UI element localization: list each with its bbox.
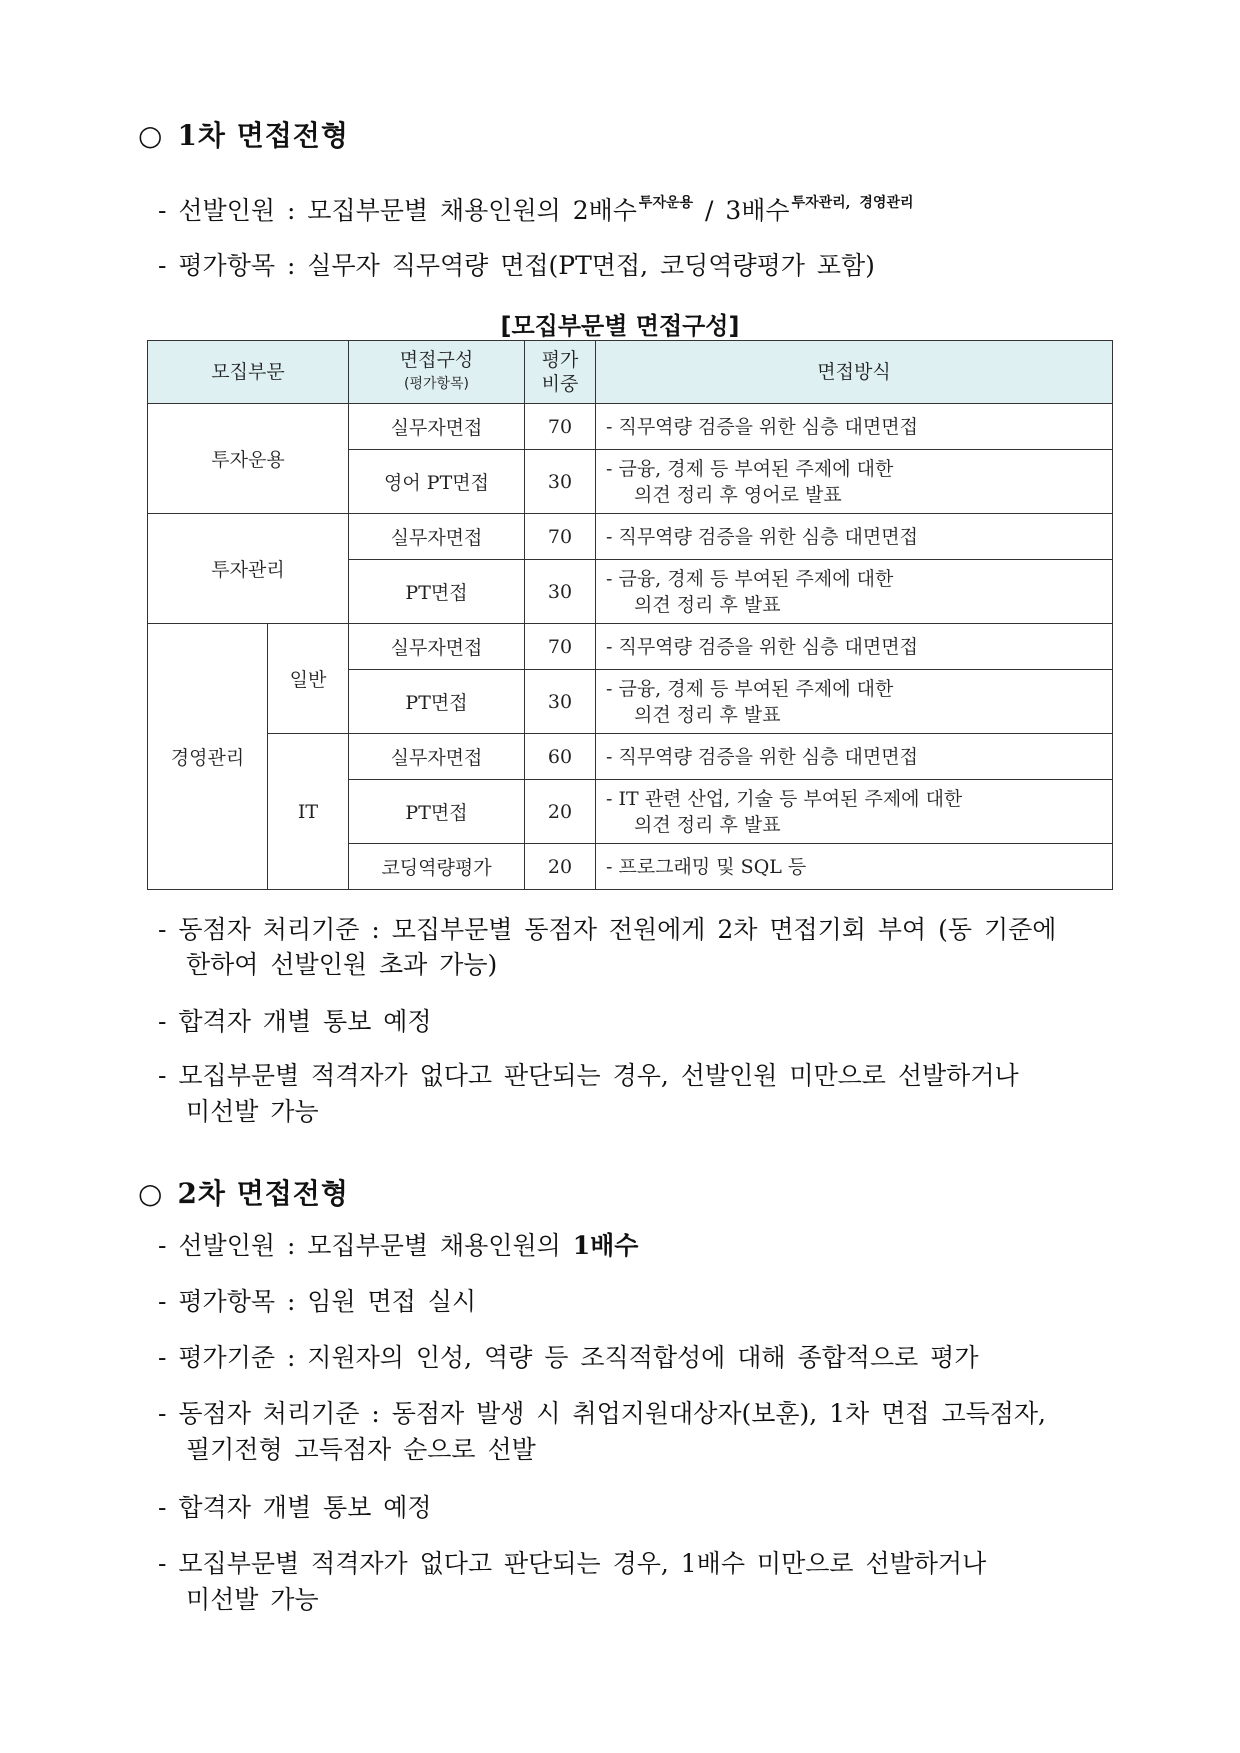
header-weight-1: 평가	[541, 349, 579, 371]
row-item: 영어 PT면접	[349, 450, 525, 514]
row-weight: 20	[525, 780, 596, 844]
row-item: 실무자면접	[349, 734, 525, 780]
table-header-row	[148, 341, 1113, 404]
circle-bullet-icon: ○	[138, 119, 164, 152]
s1-tie-line-2: 한하여 선발인원 초과 가능)	[186, 950, 498, 979]
s1-none-line-1: - 모집부문별 적격자가 없다고 판단되는 경우, 선발인원 미만으로 선발하거나	[158, 1061, 1019, 1090]
row-method	[596, 404, 1113, 450]
row-method	[596, 560, 1113, 624]
s2-tie-line-1: - 동점자 처리기준 : 동점자 발생 시 취업지원대상자(보훈), 1차 면접 고득점자,	[158, 1399, 1046, 1428]
row-weight: 70	[525, 404, 596, 450]
subgroup-general: 일반	[268, 624, 349, 734]
s1-tie-line-1: - 동점자 처리기준 : 모집부문별 동점자 전원에게 2차 면접기회 부여 (동 기준에	[158, 915, 1057, 944]
row-item: PT면접	[349, 670, 525, 734]
section-1-title	[138, 114, 349, 154]
row-method-line1: - 직무역량 검증을 위한 심층 대면면접	[606, 525, 918, 548]
header-composition-label: 면접구성	[399, 349, 474, 371]
s2-selection-prefix: - 선발인원 : 모집부문별 채용인원의	[158, 1231, 573, 1260]
s2-none-line-1: - 모집부문별 적격자가 없다고 판단되는 경우, 1배수 미만으로 선발하거나	[158, 1549, 987, 1578]
row-item: 코딩역량평가	[349, 844, 525, 890]
row-weight: 30	[525, 670, 596, 734]
table-row	[148, 734, 1113, 780]
row-method-line1: - 금융, 경제 등 부여된 주제에 대한	[606, 567, 894, 590]
interview-composition-table	[147, 340, 1113, 890]
row-method-line2: 의견 정리 후 발표	[634, 593, 781, 616]
row-method	[596, 624, 1113, 670]
s2-tie-line-2: 필기전형 고득점자 순으로 선발	[186, 1435, 536, 1464]
row-method-line1: - 금융, 경제 등 부여된 주제에 대한	[606, 457, 894, 480]
row-method-line2: 의견 정리 후 영어로 발표	[634, 483, 842, 506]
section-2-title	[138, 1172, 349, 1212]
s2-notice-line: - 합격자 개별 통보 예정	[158, 1493, 432, 1522]
row-weight: 70	[525, 514, 596, 560]
row-weight: 70	[525, 624, 596, 670]
row-method	[596, 450, 1113, 514]
row-method-line1: - 직무역량 검증을 위한 심층 대면면접	[606, 635, 918, 658]
row-item: PT면접	[349, 780, 525, 844]
header-method: 면접방식	[596, 341, 1113, 404]
s2-none-line-2: 미선발 가능	[186, 1585, 319, 1614]
s1-selection-sup2: 투자관리, 경영관리	[791, 195, 914, 211]
row-item: 실무자면접	[349, 624, 525, 670]
row-method-line1: - 프로그래밍 및 SQL 등	[606, 855, 807, 878]
group-invest-op: 투자운용	[148, 404, 349, 514]
row-weight: 30	[525, 560, 596, 624]
row-method	[596, 514, 1113, 560]
section-2-title-text: 2차 면접전형	[177, 1177, 349, 1210]
row-method	[596, 844, 1113, 890]
row-method	[596, 734, 1113, 780]
row-method-line2: 의견 정리 후 발표	[634, 703, 781, 726]
row-weight: 30	[525, 450, 596, 514]
s1-selection-line	[158, 185, 1118, 229]
s2-criteria-line: - 평가기준 : 지원자의 인성, 역량 등 조직적합성에 대해 종합적으로 평가	[158, 1343, 979, 1372]
table-row	[148, 514, 1113, 560]
s1-eval-items-line: - 평가항목 : 실무자 직무역량 면접(PT면접, 코딩역량평가 포함)	[158, 251, 875, 280]
header-dept: 모집부문	[148, 341, 349, 404]
s1-notice-line: - 합격자 개별 통보 예정	[158, 1007, 432, 1036]
header-weight-2: 비중	[541, 373, 579, 395]
s1-selection-mid: / 3배수	[693, 196, 790, 225]
s2-selection-line	[158, 1228, 1118, 1264]
row-weight: 20	[525, 844, 596, 890]
header-composition	[349, 341, 525, 404]
header-composition-sub: (평가항목)	[404, 376, 470, 392]
subgroup-it: IT	[268, 734, 349, 890]
group-invest-mgmt: 투자관리	[148, 514, 349, 624]
section-1-title-text: 1차 면접전형	[177, 119, 349, 152]
s2-eval-items-line: - 평가항목 : 임원 면접 실시	[158, 1287, 477, 1316]
row-method-line2: 의견 정리 후 발표	[634, 813, 781, 836]
row-method-line1: - 직무역량 검증을 위한 심층 대면면접	[606, 415, 918, 438]
table-row	[148, 404, 1113, 450]
row-method-line1: - IT 관련 산업, 기술 등 부여된 주제에 대한	[606, 787, 963, 810]
row-method	[596, 670, 1113, 734]
table-caption: [모집부문별 면접구성]	[500, 312, 740, 340]
row-item: PT면접	[349, 560, 525, 624]
row-weight: 60	[525, 734, 596, 780]
row-method-line1: - 직무역량 검증을 위한 심층 대면면접	[606, 745, 918, 768]
row-item: 실무자면접	[349, 404, 525, 450]
s1-none-line-2: 미선발 가능	[186, 1097, 319, 1126]
circle-bullet-icon: ○	[138, 1177, 164, 1210]
s1-selection-sup1: 투자운용	[638, 195, 694, 211]
header-weight	[525, 341, 596, 404]
row-method-line1: - 금융, 경제 등 부여된 주제에 대한	[606, 677, 894, 700]
group-biz-mgmt: 경영관리	[148, 624, 268, 890]
table-row	[148, 624, 1113, 670]
row-item: 실무자면접	[349, 514, 525, 560]
row-method	[596, 780, 1113, 844]
s1-selection-prefix: - 선발인원 : 모집부문별 채용인원의 2배수	[158, 196, 637, 225]
s2-selection-bold: 1배수	[572, 1231, 639, 1260]
